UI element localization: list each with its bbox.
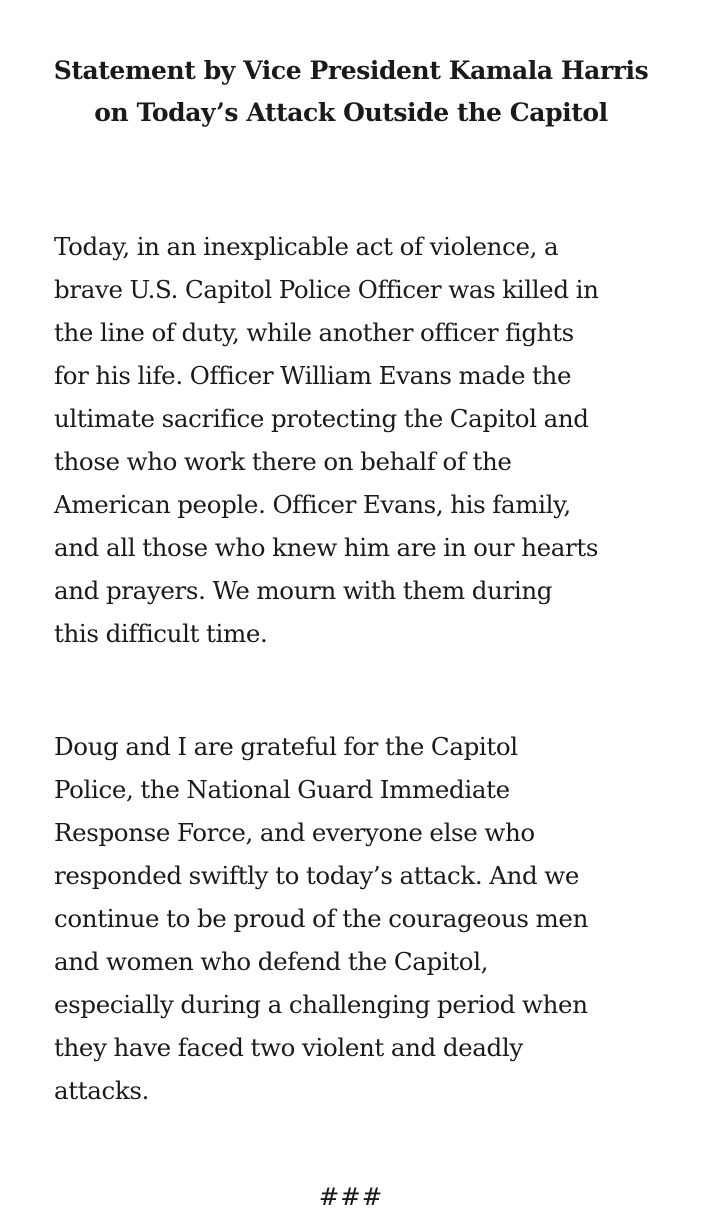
statement-title: Statement by Vice President Kamala Harris on Today’s Attack Outside the Capitol <box>53 56 649 127</box>
paragraph-2-line: Police, the National Guard Immediate <box>54 775 510 804</box>
paragraph-2-line: they have faced two violent and deadly <box>54 1033 523 1062</box>
end-of-release-mark: ### <box>318 1182 384 1211</box>
paragraph-2-line: continue to be proud of the courageous men <box>54 904 588 933</box>
statement-paragraph-1 <box>54 225 694 655</box>
paragraph-1-line: ultimate sacrifice protecting the Capitol and <box>54 404 589 433</box>
paragraph-2-line: Doug and I are grateful for the Capitol <box>54 732 518 761</box>
paragraph-1-line: for his life. Officer William Evans made the <box>54 361 572 390</box>
paragraph-1-line: and prayers. We mourn with them during <box>54 576 553 605</box>
paragraph-2-line: responded swiftly to today’s attack. And we <box>54 861 580 890</box>
paragraph-2-line: Response Force, and everyone else who <box>54 818 535 847</box>
paragraph-1-line: the line of duty, while another officer fights <box>54 318 574 347</box>
statement-paragraph-2 <box>54 725 694 1112</box>
paragraph-1-line: those who work there on behalf of the <box>54 447 512 476</box>
paragraph-2-line: attacks. <box>54 1076 150 1105</box>
paragraph-1-line: Today, in an inexplicable act of violence, a <box>54 232 559 261</box>
paragraph-2-line: and women who defend the Capitol, <box>54 947 489 976</box>
paragraph-1-line: American people. Officer Evans, his family, <box>54 490 571 519</box>
paragraph-1-line: this difficult time. <box>54 619 268 648</box>
paragraph-1-line: and all those who knew him are in our hearts <box>54 533 599 562</box>
paragraph-2-line: especially during a challenging period when <box>54 990 588 1019</box>
paragraph-1-line: brave U.S. Capitol Police Officer was killed in <box>54 275 599 304</box>
